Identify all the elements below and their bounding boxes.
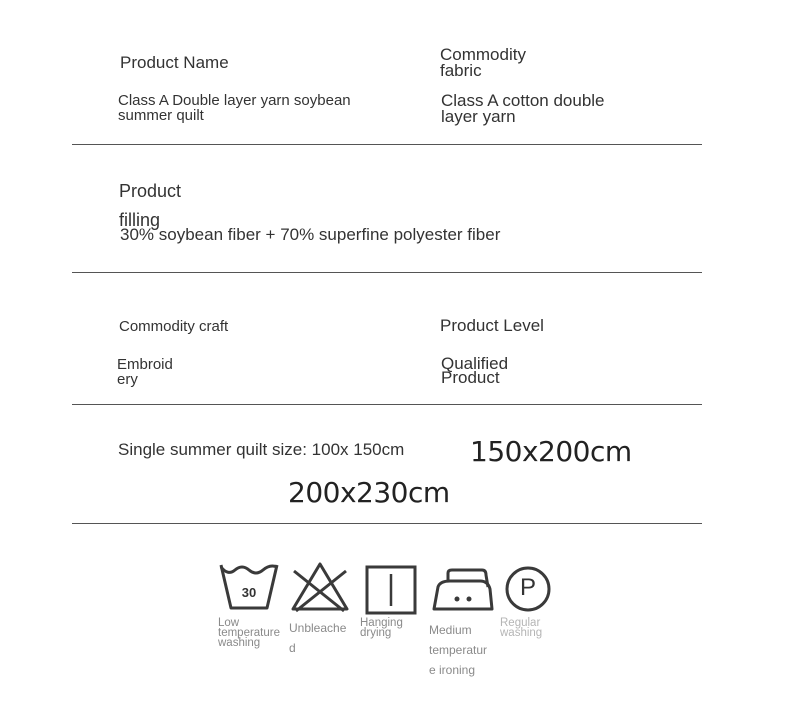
bleach-label-line1: Unbleache	[289, 621, 347, 635]
product-level-label: Product Level	[440, 316, 544, 335]
low-temp-washing-label	[218, 618, 280, 648]
commodity-craft-value-line2: ery	[117, 371, 138, 388]
divider-4	[72, 523, 702, 524]
wash-label-line1: Low	[218, 617, 240, 629]
product-name-value-line1: Class A Double layer yarn soybean	[118, 92, 351, 109]
product-filling-value: 30% soybean fiber + 70% superfine polyester fiber	[120, 225, 501, 244]
wash-label-line3: washing	[218, 637, 261, 649]
commodity-craft-value	[117, 357, 173, 387]
product-level-value-line2: Product	[441, 368, 500, 387]
product-name-value	[118, 93, 351, 123]
bleach-label-line2: d	[289, 641, 296, 655]
product-level-value	[441, 354, 509, 387]
product-name-label: Product Name	[120, 53, 229, 72]
divider-1	[72, 144, 702, 145]
dry-label-line1: Hanging	[360, 617, 403, 629]
dry-clean-letter: P	[519, 574, 536, 601]
dryclean-label-line2: washing	[500, 627, 543, 639]
iron-label-line2: temperatur	[429, 643, 488, 657]
dry-label-line2: drying	[360, 627, 392, 639]
divider-2	[72, 272, 702, 273]
wash-label-line2: temperature	[218, 627, 281, 639]
commodity-craft-value-line1: Embroid	[117, 356, 173, 373]
commodity-fabric-value-line1: Class A cotton double	[441, 91, 605, 110]
size-200x230: 200x230cm	[288, 476, 450, 509]
commodity-craft-label: Commodity craft	[119, 318, 229, 335]
commodity-fabric-label-line1: Commodity	[440, 45, 526, 64]
product-level-value-line1: Qualified	[441, 354, 509, 373]
iron-label-line3: e ironing	[429, 663, 476, 677]
iron-label-line1: Medium	[429, 623, 472, 637]
hanging-drying-label	[360, 618, 403, 638]
wash-temperature: 30	[241, 585, 257, 600]
product-filling-label: Product	[119, 181, 182, 201]
product-name-value-line2: summer quilt	[118, 107, 204, 124]
product-filling-label-clip	[119, 210, 179, 230]
iron-icon	[430, 567, 494, 613]
unbleached-label	[289, 618, 346, 658]
product-filling-label-line2: filling	[119, 210, 161, 230]
commodity-fabric-label	[440, 47, 526, 79]
divider-3	[72, 404, 702, 405]
commodity-fabric-value-line2: layer yarn	[441, 107, 516, 126]
no-bleach-icon	[290, 561, 350, 613]
commodity-fabric-label-line2: fabric	[440, 61, 482, 80]
dryclean-label-line1: Regular	[500, 617, 541, 629]
hanging-dry-icon	[365, 565, 417, 615]
medium-temp-ironing-label	[429, 620, 487, 680]
size-150x200: 150x200cm	[470, 435, 632, 468]
commodity-fabric-value	[441, 93, 605, 125]
regular-washing-label	[500, 618, 542, 638]
single-quilt-size: Single summer quilt size: 100x 150cm	[118, 440, 405, 459]
